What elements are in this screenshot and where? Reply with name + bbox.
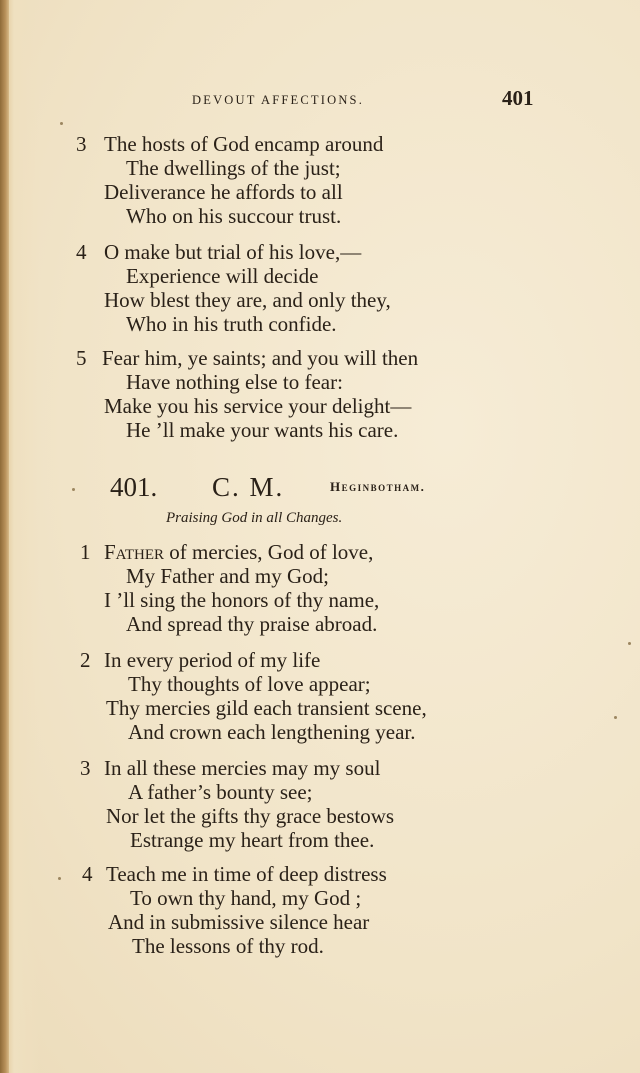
paper-speck bbox=[614, 716, 617, 719]
verse-line: Have nothing else to fear: bbox=[126, 370, 343, 394]
paper-speck bbox=[72, 488, 75, 491]
verse-line: The hosts of God encamp around bbox=[104, 132, 384, 156]
hymn-number: 401. bbox=[110, 472, 158, 502]
stanza-number: 4 bbox=[76, 240, 87, 264]
verse-line: I ’ll sing the honors of thy name, bbox=[104, 588, 380, 612]
verse-line: O make but trial of his love,— bbox=[104, 240, 362, 264]
verse-line: Thy mercies gild each transient scene, bbox=[106, 696, 427, 720]
verse-line: Who on his succour trust. bbox=[126, 204, 342, 228]
hymn-meter: C. M. bbox=[212, 472, 285, 502]
verse-line: Experience will decide bbox=[126, 264, 319, 288]
verse-line: How blest they are, and only they, bbox=[104, 288, 391, 312]
verse-line: Thy thoughts of love appear; bbox=[128, 672, 371, 696]
verse-line: Make you his service your delight— bbox=[104, 394, 412, 418]
stanza-number: 3 bbox=[80, 756, 91, 780]
verse-line: Nor let the gifts thy grace bestows bbox=[106, 804, 395, 828]
verse-line: My Father and my God; bbox=[126, 564, 329, 588]
stanza-number: 3 bbox=[76, 132, 87, 156]
paper-speck bbox=[628, 642, 631, 645]
verse-line: And spread thy praise abroad. bbox=[126, 612, 378, 636]
stanza-number: 5 bbox=[76, 346, 87, 370]
verse-line: Estrange my heart from thee. bbox=[130, 828, 375, 852]
verse-line: A father’s bounty see; bbox=[128, 780, 313, 804]
running-head: DEVOUT AFFECTIONS. bbox=[192, 93, 365, 107]
page-header bbox=[0, 86, 640, 116]
paper-speck bbox=[60, 122, 63, 125]
verse-line: To own thy hand, my God ; bbox=[130, 886, 362, 910]
first-word-caps: Father bbox=[104, 540, 165, 564]
verse-line: Deliverance he affords to all bbox=[104, 180, 343, 204]
verse-line: Who in his truth confide. bbox=[126, 312, 337, 336]
verse-line: The lessons of thy rod. bbox=[132, 934, 324, 958]
verse-line: He ’ll make your wants his care. bbox=[126, 418, 399, 442]
stanza-number: 4 bbox=[82, 862, 93, 886]
stanza-number: 1 bbox=[80, 540, 91, 564]
verse-line: And in submissive silence hear bbox=[108, 910, 370, 934]
verse-line: In all these mercies may my soul bbox=[104, 756, 381, 780]
stanza-number: 2 bbox=[80, 648, 91, 672]
page-spine-edge bbox=[0, 0, 9, 1073]
verse-line: The dwellings of the just; bbox=[126, 156, 341, 180]
verse-line: In every period of my life bbox=[104, 648, 321, 672]
hymn-tune-name: Heginbotham. bbox=[330, 479, 426, 494]
verse-line: And crown each lengthening year. bbox=[128, 720, 416, 744]
hymn-title: Praising God in all Changes. bbox=[166, 510, 343, 526]
paper-speck bbox=[58, 877, 61, 880]
verse-line: Fear him, ye saints; and you will then bbox=[102, 346, 419, 370]
page-number: 401 bbox=[502, 86, 534, 110]
hymn-heading bbox=[0, 470, 640, 504]
verse-line-rest: of mercies, God of love, bbox=[164, 540, 374, 564]
verse-line bbox=[104, 540, 373, 564]
verse-line: Teach me in time of deep distress bbox=[106, 862, 387, 886]
